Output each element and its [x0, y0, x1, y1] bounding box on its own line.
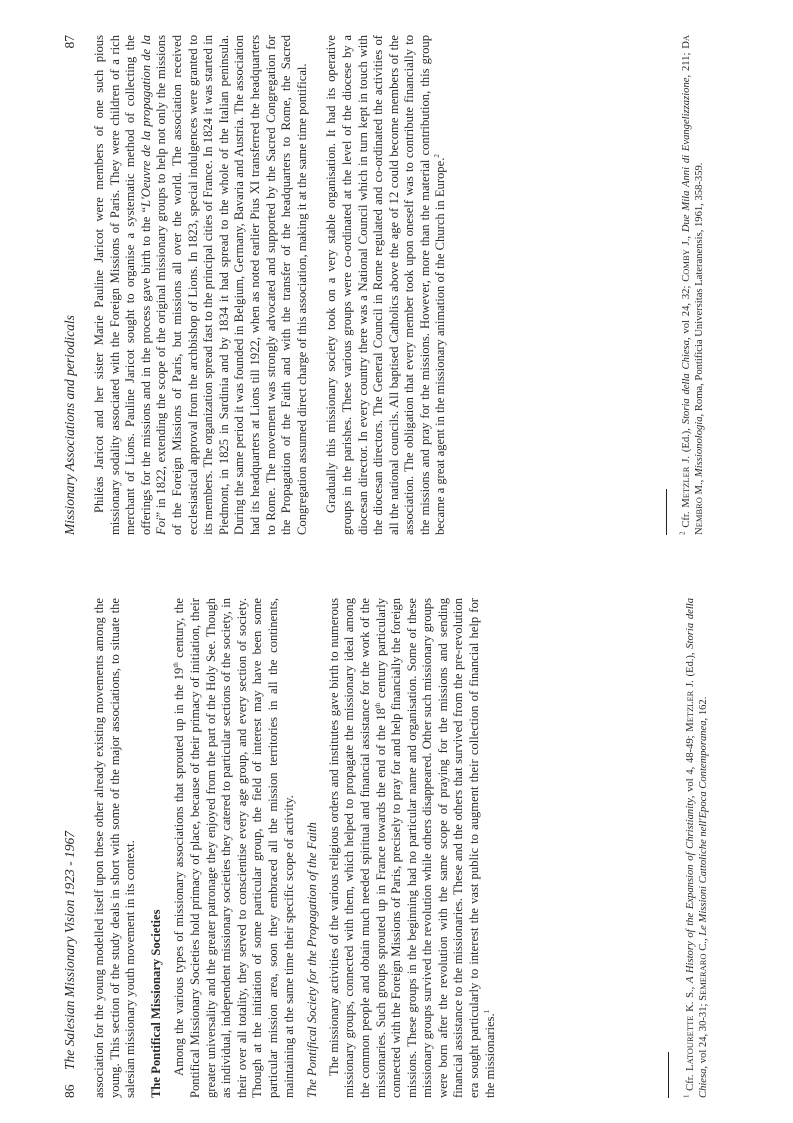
footnote-reference: 2 — [433, 154, 442, 158]
organisation-paragraph: Gradually this missionary society took on a very stable organisation. It had its operative groups in the parishes. These various groups were co-ordinated at the level of the diocese by a diocesan director. In every country there was a National Council which in turn kept in touch with the diocesan directors. The General Council in Rome regulated and co-ordinated the activities of all the national councils. All baptised Catholics above the age of 12 could become members of the association. The obligation that every member took upon oneself was to contribute financially to the missions and pray for the missions. However, more than the material contribution, this group became a great agent in the missionary animation of the Church in Europe.$^2$ — [324, 35, 448, 535]
right-body-text — [92, 35, 449, 535]
right-page — [0, 35, 793, 535]
footnote-reference: 1 — [482, 1009, 491, 1014]
intro-paragraph: association for the young modelled itself upon these other already existing movements among the young. This section of the study deals in short with some of the major associations, to situate the salesian missionary youth movement in its context. — [92, 598, 138, 1098]
left-body-text — [92, 598, 498, 1098]
pms-paragraph: Among the various types of missionary associations that sprouted up in the 19th century, the Pontifical Missionary Societies hold primacy of place, because of their primacy of initiation, their greater universality and the greater patronage they enjoyed from the part of the Holy See. Though as individual, independent missionary societies they catered to particular sections of the society, in their over all totality, they served to conscientise every age group, and every section of society. Though at the initiation of some particular group, the field of interest may have been some particular mission area, soon they embraced all the mission territories in all the continents, maintaining at the same time their specific scope of activity. — [172, 598, 296, 1098]
footnote-rule — [666, 489, 667, 535]
footnote-rule — [668, 1052, 669, 1098]
pf-paragraph: The missionary activities of the various religious orders and institutes gave birth to numerous missionary groups, connected with them, which helped to propagate the missionary ideal among the common people and obtain much needed spiritual and financial assistance for the work of the missionaries. Such groups sprouted up in France towards the end of the 18th century particularly connected with the Foreign Missions of Paris, precisely to pray for and help financially the foreign missions. These groups in the beginning had no particular name and organisation. Some of these missionary groups survived the revolution while others disappeared. Other such missionary groups were born after the revolution with the same scope of praying for the missions and sending financial assistance to the missionaries. These and the others that survived from the pre-revolution era sought particularly to interest the vast public to augment their collection of financial help for the missionaries.$^1$ — [326, 598, 497, 1098]
jaricot-paragraph: Philéas Jaricot and her sister Marie Pauline Jaricot were members of one such pious missionary sodality associated with the Foreign Missions of Paris. They were children of a rich merchant of Lions. Pauline Jaricot sought to organise a systematic method of collecting the offerings for the missions and in the process gave birth to the “L'Oeuvre de la propagation de la Foi” in 1822, extending the scope of the original missionary groups to help not only the missions of the Foreign Missions of Paris, but missions all over the world. The association received ecclesiastical approval from the archbishop of Lions. In 1823, special indulgences were granted to its members. The organization spread fast to the principal cities of France. In 1824 it was started in Piedmont, in 1825 in Sardinia and by 1834 it had spread to the whole of the Italian peninsula. During the same period it was founded in Belgium, Germany, Bavaria and Austria. The association had its headquarters at Lions till 1922, when as noted earlier Pius XI transferred the headquarters to Rome. The movement was strongly advocated and supported by the Sacred Congregation for the Propagation of the Faith and with the transfer of the headquarters to Rome, the Sacred Congregation assumed direct charge of this association, making it at the same time pontifical. — [92, 35, 309, 535]
running-title: The Salesian Missionary Vision 1923 - 1967 — [62, 831, 77, 1070]
footnote: $^2$ Cfr. METZLER J. (Ed.), Storia della Chiesa, vol 24, 32; COMBY J., Due Mila Anni di Evangelizzazione, 211; DA NEMBRO M., Missionologia, Roma, Pontificia Universitas Lateranensis, 1961, 358-359. — [678, 34, 705, 535]
page-number: 86 — [62, 1084, 77, 1098]
section-heading: The Pontifical Missionary Societies — [148, 909, 163, 1098]
running-title: Missionary Associations and periodicals — [62, 315, 77, 535]
page-number: 87 — [62, 35, 77, 49]
footnote: $^1$ Cfr. LATOURETTE K. S., A History of the Expansion of Christianity, vol 4, 48-49; METZLER J. (Ed.), Storia della Chiesa, vol 24, 30-31; SEMERARO C., Le Missioni Cattoliche nell'Epoca Contemporanea, 162. — [682, 597, 709, 1098]
left-running-head — [62, 598, 82, 1098]
left-page — [0, 598, 793, 1098]
right-running-head — [62, 35, 82, 535]
subsection-heading: The Pontifical Society for the Propagation of the Faith — [305, 822, 320, 1098]
